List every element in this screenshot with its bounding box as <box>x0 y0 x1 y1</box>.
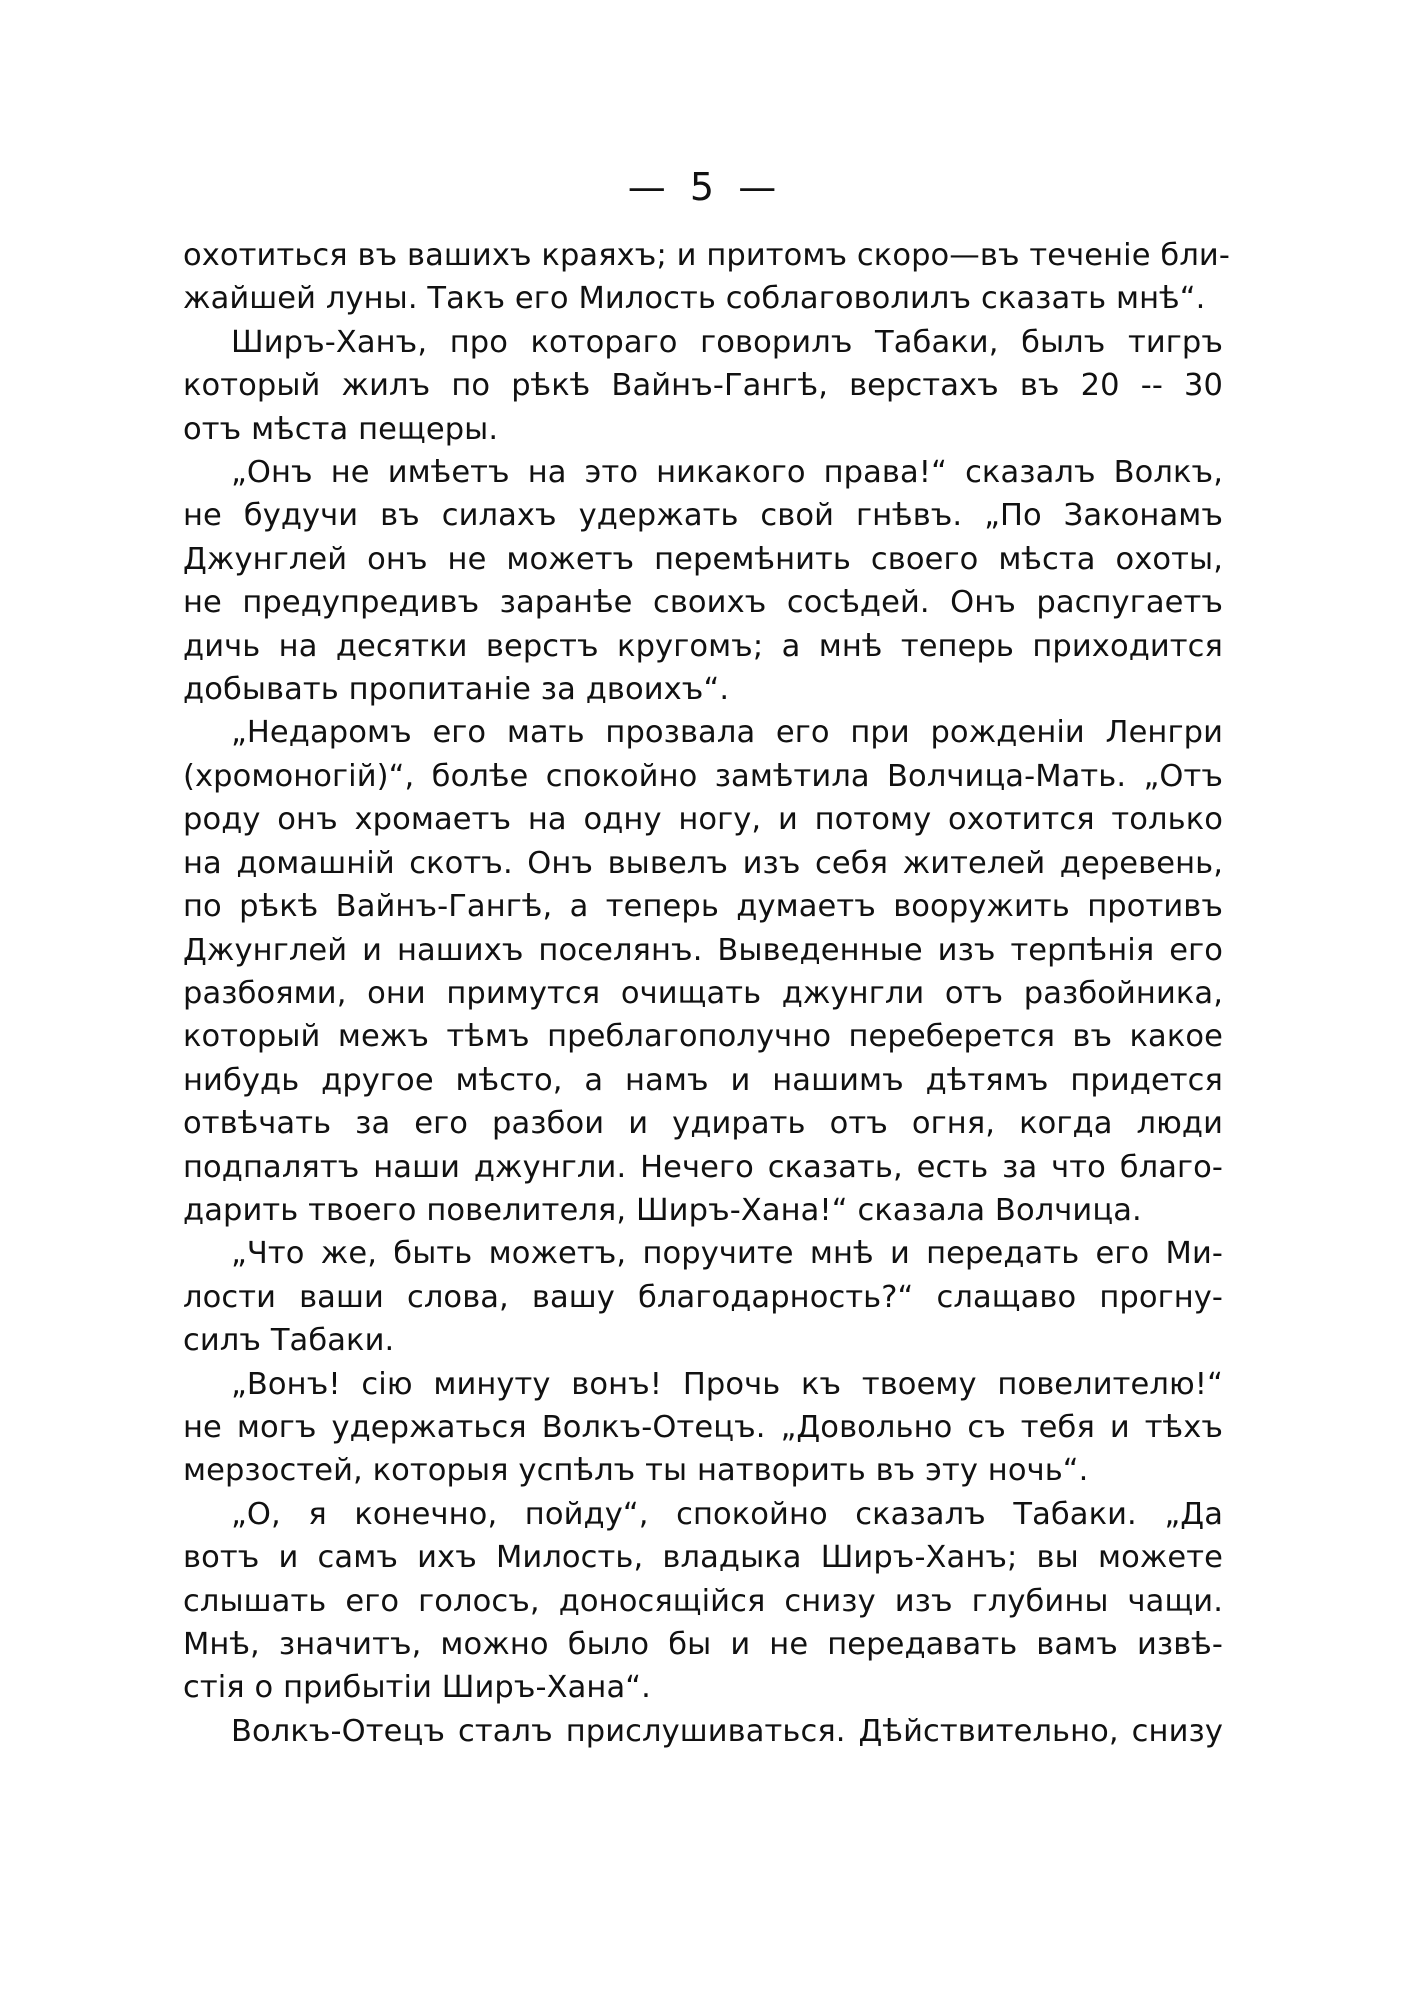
paragraph <box>183 321 1223 451</box>
text-line: „Что же, быть можетъ, поручите мнѣ и передать его Ми- <box>231 1236 1223 1272</box>
paragraph <box>183 1363 1223 1493</box>
text-line: добывать пропитаніе за двоихъ“. <box>183 672 730 708</box>
text-line: на домашній скотъ. Онъ вывелъ изъ себя жителей деревень, <box>183 845 1223 881</box>
body-text <box>183 234 1230 1753</box>
text-line: отвѣчать за его разбои и удирать отъ огня, когда люди <box>183 1106 1223 1142</box>
paragraph <box>183 711 1223 1232</box>
text-line: жайшей луны. Такъ его Милость соблаговолилъ сказать мнѣ“. <box>183 281 1206 317</box>
paragraph <box>183 1710 1223 1753</box>
page-number: — 5 — <box>627 165 777 209</box>
text-line: „Недаромъ его мать прозвала его при рожденіи Ленгри <box>231 715 1223 751</box>
text-line: Джунглей онъ не можетъ перемѣнить своего мѣста охоты, <box>183 541 1223 577</box>
text-line: который жилъ по рѣкѣ Вайнъ-Гангѣ, верстахъ въ 20 -- 30 <box>183 368 1223 404</box>
paragraph <box>183 234 1230 321</box>
text-line: не будучи въ силахъ удержать свой гнѣвъ. „По Законамъ <box>183 498 1223 534</box>
text-line: лости ваши слова, вашу благодарность?“ слащаво прогну- <box>183 1279 1223 1315</box>
text-line: охотиться въ вашихъ краяхъ; и притомъ скоро—въ теченіе бли- <box>183 238 1230 273</box>
text-line: вотъ и самъ ихъ Милость, владыка Ширъ-Ханъ; вы можете <box>183 1540 1223 1576</box>
text-line: дичь на десятки верстъ кругомъ; а мнѣ теперь приходится <box>183 628 1223 664</box>
text-line: подпалятъ наши джунгли. Нечего сказать, есть за что благо- <box>183 1149 1223 1185</box>
text-line: „О, я конечно, пойду“, спокойно сказалъ Табаки. „Да <box>231 1496 1223 1532</box>
text-line: слышать его голосъ, доносящійся снизу изъ глубины чащи. <box>183 1583 1223 1619</box>
text-line: отъ мѣста пещеры. <box>183 411 499 447</box>
text-line: Джунглей и нашихъ поселянъ. Выведенные изъ терпѣнія его <box>183 932 1223 968</box>
text-line: нибудь другое мѣсто, а намъ и нашимъ дѣтямъ придется <box>183 1062 1223 1098</box>
text-line: „Онъ не имѣетъ на это никакого права!“ сказалъ Волкъ, <box>231 455 1223 491</box>
text-line: стія о прибытіи Ширъ-Хана“. <box>183 1670 651 1706</box>
paragraph <box>183 1232 1223 1362</box>
text-line: Волкъ-Отецъ сталъ прислушиваться. Дѣйствительно, снизу <box>231 1713 1223 1749</box>
text-line: роду онъ хромаетъ на одну ногу, и потому охотится только <box>183 802 1223 838</box>
text-line: по рѣкѣ Вайнъ-Гангѣ, а теперь думаетъ вооружить противъ <box>183 889 1223 925</box>
text-line: дарить твоего повелителя, Ширъ-Хана!“ сказала Волчица. <box>183 1192 1142 1228</box>
paragraph <box>183 451 1223 711</box>
text-line: (хромоногій)“, болѣе спокойно замѣтила Волчица-Мать. „Отъ <box>183 758 1223 794</box>
text-line: не могъ удержаться Волкъ-Отецъ. „Довольно съ тебя и тѣхъ <box>183 1409 1223 1445</box>
text-line: силъ Табаки. <box>183 1323 395 1359</box>
text-line: не предупредивъ заранѣе своихъ сосѣдей. Онъ распугаетъ <box>183 585 1223 621</box>
text-line: мерзостей, которыя успѣлъ ты натворить въ эту ночь“. <box>183 1453 1089 1489</box>
text-line: „Вонъ! сію минуту вонъ! Прочь къ твоему повелителю!“ <box>231 1366 1223 1402</box>
paragraph <box>183 1493 1223 1710</box>
text-line: который межъ тѣмъ преблагополучно переберется въ какое <box>183 1019 1223 1055</box>
text-line: Ширъ-Ханъ, про котораго говорилъ Табаки, былъ тигръ <box>231 324 1223 360</box>
text-line: разбоями, они примутся очищать джунгли отъ разбойника, <box>183 975 1223 1011</box>
text-line: Мнѣ, значитъ, можно было бы и не передавать вамъ извѣ- <box>183 1627 1223 1662</box>
